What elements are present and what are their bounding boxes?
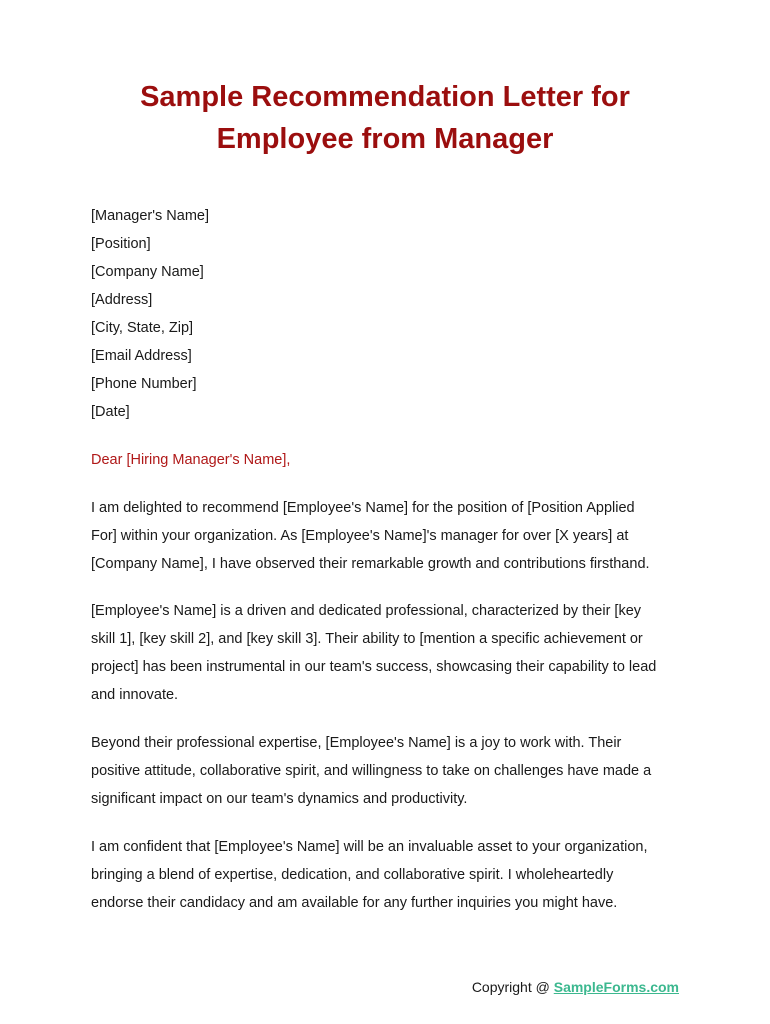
paragraph-line: project] has been instrumental in our team's success, showcasing their capability to lead xyxy=(91,659,657,675)
paragraph-line: positive attitude, collaborative spirit, and willingness to take on challenges have made a xyxy=(91,763,652,779)
paragraph-line: I am confident that [Employee's Name] will be an invaluable asset to your organization, xyxy=(91,839,648,855)
sender-manager-name: [Manager's Name] xyxy=(91,208,210,224)
paragraph-line: [Employee's Name] is a driven and dedicated professional, characterized by their [key xyxy=(91,603,642,619)
title-line-1: Sample Recommendation Letter for xyxy=(140,81,630,113)
sender-date: [Date] xyxy=(91,404,130,420)
sender-address: [Address] xyxy=(91,292,153,308)
copyright-prefix: Copyright @ xyxy=(471,979,554,995)
paragraph-line: bringing a blend of expertise, dedication, and collaborative spirit. I wholeheartedly xyxy=(91,867,614,883)
paragraph-personality xyxy=(91,729,701,813)
paragraph-skills xyxy=(91,597,701,709)
paragraph-line: [Company Name], I have observed their remarkable growth and contributions firsthand. xyxy=(91,556,650,572)
paragraph-line: endorse their candidacy and am available for any further inquiries you might have. xyxy=(91,895,618,911)
paragraph-conclusion xyxy=(91,833,701,917)
salutation: Dear [Hiring Manager's Name], xyxy=(91,452,291,468)
paragraph-line: Beyond their professional expertise, [Employee's Name] is a joy to work with. Their xyxy=(91,735,622,751)
sender-company-name: [Company Name] xyxy=(91,264,204,280)
sender-phone: [Phone Number] xyxy=(91,376,197,392)
sender-email: [Email Address] xyxy=(91,348,192,364)
page-title xyxy=(60,76,710,160)
sender-info-block xyxy=(91,202,209,426)
paragraph-line: skill 1], [key skill 2], and [key skill 3]. Their ability to [mention a specific achievement or xyxy=(91,631,643,647)
title-line-2: Employee from Manager xyxy=(216,123,554,155)
paragraph-line: significant impact on our team's dynamics and productivity. xyxy=(91,791,468,807)
paragraph-line: I am delighted to recommend [Employee's Name] for the position of [Position Applied xyxy=(91,500,635,516)
paragraph-introduction xyxy=(91,494,701,578)
sender-position: [Position] xyxy=(91,236,151,252)
paragraph-line: and innovate. xyxy=(91,687,179,703)
copyright-footer xyxy=(472,975,679,999)
sender-city-state-zip: [City, State, Zip] xyxy=(91,320,194,336)
brand-link[interactable]: SampleForms.com xyxy=(553,979,679,995)
paragraph-line: For] within your organization. As [Employee's Name]'s manager for over [X years] at xyxy=(91,528,629,544)
